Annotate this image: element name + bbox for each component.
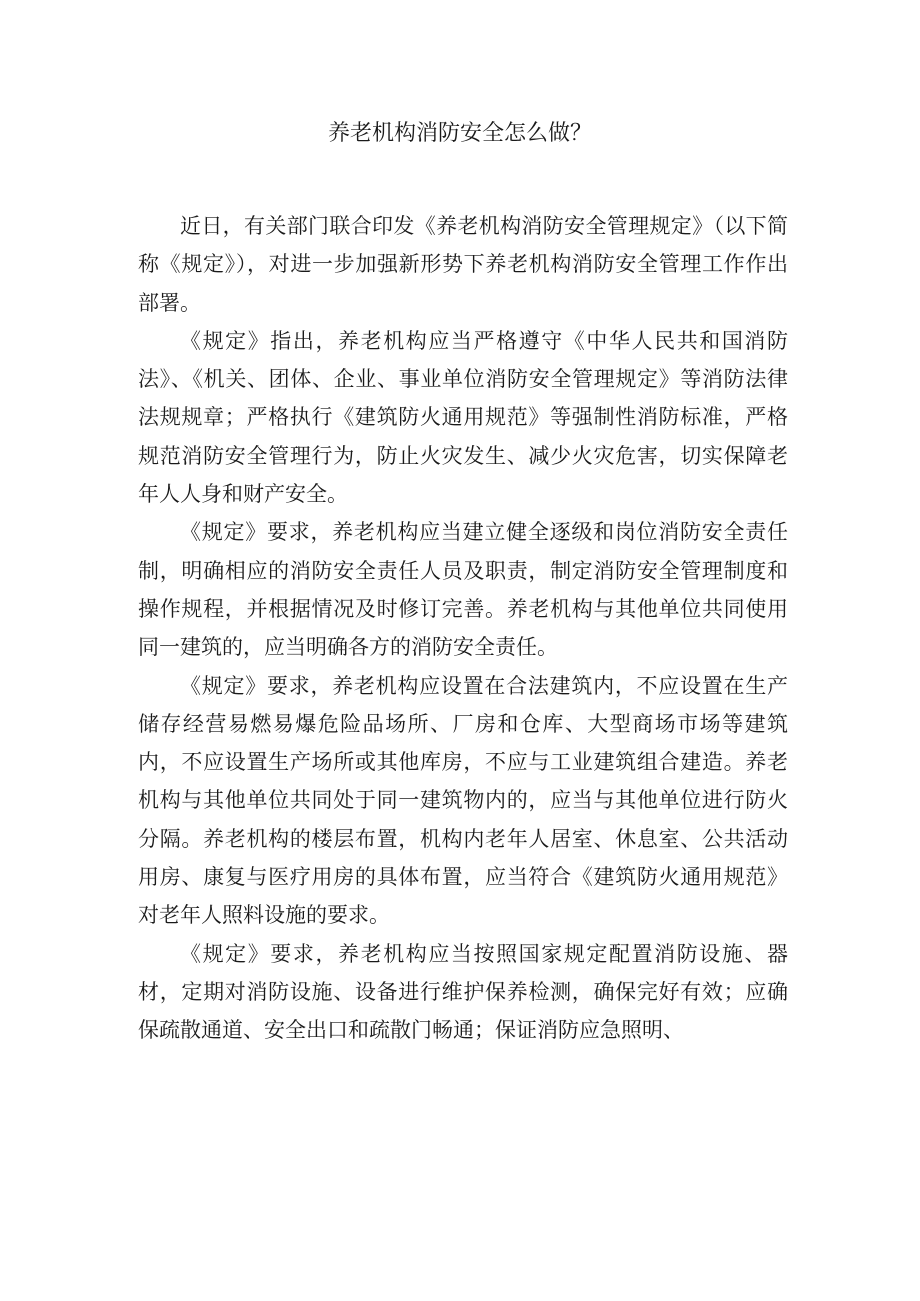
document-body (138, 207, 788, 1050)
paragraph-intro: 近日，有关部门联合印发《养老机构消防安全管理规定》（以下简称《规定》），对进一步加强新形势下养老机构消防安全管理工作作出部署。 (138, 214, 788, 315)
paragraph-legal-basis: 《规定》指出，养老机构应当严格遵守《中华人民共和国消防法》、《机关、团体、企业、事业单位消防安全管理规定》等消防法律法规规章；严格执行《建筑防火通用规范》等强制性消防标准，严格规范消防安全管理行为，防止火灾发生、减少火灾危害，切实保障老年人人身和财产安全。 (138, 328, 788, 507)
paragraph-fire-facilities: 《规定》要求，养老机构应当按照国家规定配置消防设施、器材，定期对消防设施、设备进行维护保养检测，确保完好有效；应确保疏散通道、安全出口和疏散门畅通；保证消防应急照明、 (138, 941, 788, 1043)
document-title: 养老机构消防安全怎么做？ (327, 121, 592, 146)
paragraph-building-location: 《规定》要求，养老机构应设置在合法建筑内，不应设置在生产储存经营易燃易爆危险品场所、厂房和仓库、大型商场市场等建筑内，不应设置生产场所或其他库房，不应与工业建筑组合建造。养老机构与其他单位共同处于同一建筑物内的，应当与其他单位进行防火分隔。养老机构的楼层布置，机构内老年人居室、休息室、公共活动用房、康复与医疗用房的具体布置，应当符合《建筑防火通用规范》对老年人照料设施的要求。 (138, 673, 788, 928)
paragraph-responsibility: 《规定》要求，养老机构应当建立健全逐级和岗位消防安全责任制，明确相应的消防安全责任人员及职责，制定消防安全管理制度和操作规程，并根据情况及时修订完善。养老机构与其他单位共同使用同一建筑的，应当明确各方的消防安全责任。 (138, 520, 788, 660)
